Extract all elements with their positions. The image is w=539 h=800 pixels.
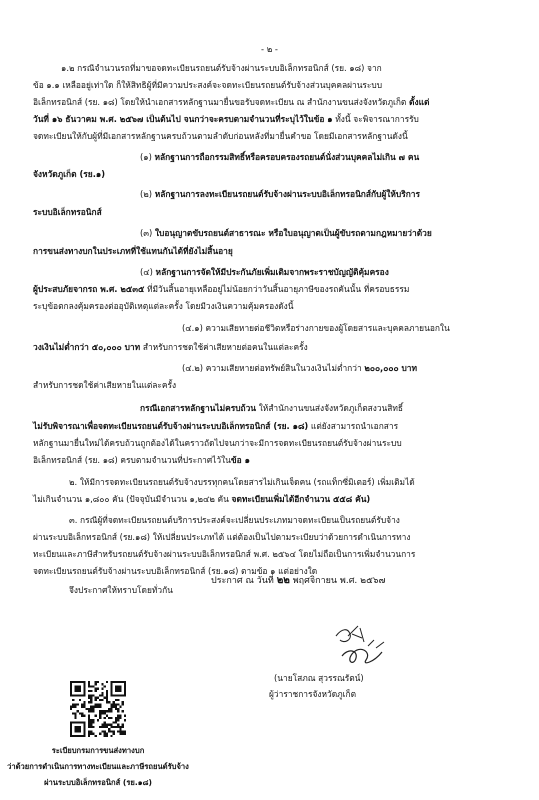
bold-text: วงเงินไม่ต่ำกว่า ๕๐,๐๐๐ บาท <box>33 342 141 352</box>
body-line: (๔.๑) ความเสียหายต่อชีวิตหรือร่างกายของผู้โดยสารและบุคคลภายนอกใน <box>182 323 450 333</box>
body-line <box>33 166 105 183</box>
body-line: ระบุข้อตกลงคุ้มครองต่ออุบัติเหตุแต่ละครั้ง โดยมีวงเงินความคุ้มครองดังนี้ <box>33 301 294 311</box>
body-line <box>33 339 308 356</box>
body-line <box>33 281 409 298</box>
signatory-name: (นายโสภณ สุวรรณรัตน์) <box>274 673 364 683</box>
bold-text: การขนส่งทางบกในประเภทที่ใช้แทนกันได้ที่ยังไม่สิ้นอายุ <box>33 246 233 256</box>
bold-text: ข้อ ๑ <box>230 455 250 465</box>
body-line: ข้อ ๑.๑ เหลืออยู่เท่าใด ก็ให้สิทธิผู้ที่มีความประสงค์จะจดทะเบียนรถยนต์รับจ้างส่วนบุคคลผ่านระบบ <box>33 80 383 90</box>
bold-text: กรณีเอกสารหลักฐานไม่ครบถ้วน <box>140 403 257 413</box>
body-line <box>140 400 403 417</box>
body-line: จึงประกาศให้ทราบโดยทั่วกัน <box>69 585 173 595</box>
bold-text: ไม่รับพิจารณาเพื่อจดทะเบียนรถยนต์รับจ้างผ่านระบบอิเล็กทรอนิกส์ (รย. ๑๘) <box>33 421 309 431</box>
body-line <box>33 491 370 508</box>
text-run: ให้สำนักงานขนส่งจังหวัดภูเก็ตสงวนสิทธิ์ <box>256 403 404 413</box>
bold-text: หลักฐานการลงทะเบียนรถยนต์รับจ้างผ่านระบบอิเล็กทรอนิกส์กับผู้ให้บริการ <box>154 189 420 199</box>
body-line <box>140 186 420 203</box>
qr-code[interactable] <box>70 681 126 737</box>
body-line: ๒. ให้มีการจดทะเบียนรถยนต์รับจ้างบรรทุกคนโดยสารไม่เกินเจ็ดคน (รถแท็กซี่มิเตอร์) เพิ่มเติมได้ <box>69 477 415 487</box>
signatory-position: ผู้ว่าราชการจังหวัดภูเก็ต <box>269 689 357 699</box>
body-line <box>33 111 419 128</box>
body-line <box>33 452 250 469</box>
bold-text: วันที่ ๑๖ ธันวาคม พ.ศ. ๒๕๖๗ เป็นต้นไป จนกว่าจะครบตามจำนวนที่ระบุไว้ในข้อ ๑ <box>33 114 333 124</box>
body-line: ๑.๒ กรณีจำนวนรถที่มาขอจดทะเบียนรถยนต์รับจ้างผ่านระบบอิเล็กทรอนิกส์ (รย. ๑๘) จาก <box>61 63 382 73</box>
text-run: ที่มีวันสิ้นอายุเหลืออยู่ไม่น้อยกว่าวันสิ้นอายุภาษีของรถคันนั้น ที่ครอบธรรม <box>144 284 410 294</box>
body-line <box>140 264 389 281</box>
text-run: (๓) <box>140 228 155 238</box>
bold-text: ผู้ประสบภัยจากรถ พ.ศ. ๒๕๓๕ <box>33 284 145 294</box>
body-line: จดทะเบียนรถยนต์รับจ้างผ่านระบบอิเล็กทรอนิกส์ (รย.๑๘) ตามข้อ ๑ แต่อย่างใด <box>33 566 318 576</box>
body-line <box>33 94 429 111</box>
announce-date <box>211 573 385 590</box>
bold-text: ๒๐๐,๐๐๐ บาท <box>364 363 418 373</box>
announce-date-prefix: ประกาศ ณ วันที่ <box>211 576 274 586</box>
body-line <box>33 204 102 221</box>
body-line <box>140 149 419 166</box>
body-line: ผ่านระบบอิเล็กทรอนิกส์ (รย.๑๘) ให้เปลี่ยนประเภทได้ แต่ต้องเป็นไปตามระเบียบว่าด้วยการดำเนินการทาง <box>33 532 411 542</box>
qr-caption-line-3: ผ่านระบบอิเล็กทรอนิกส์ (รย.๑๘) <box>44 778 152 787</box>
body-line: จดทะเบียนให้กับผู้ที่มีเอกสารหลักฐานครบถ้วนตามลำดับก่อนหลังที่มายื่นคำขอ โดยมีเอกสารหลักฐานดังนี้ <box>33 131 408 141</box>
body-line: ทะเบียนและภาษีสำหรับรถยนต์รับจ้างผ่านระบบอิเล็กทรอนิกส์ พ.ศ. ๒๕๖๔ โดยไม่ถือเป็นการเพิ่มจำนวนการ <box>33 549 416 559</box>
bold-text: จังหวัดภูเก็ต (รย.๑) <box>33 169 106 179</box>
text-run: (๔.๒) ความเสียหายต่อทรัพย์สินในวงเงินไม่ต่ำกว่า <box>182 363 365 373</box>
text-run: แต่ยังสามารถนำเอกสาร <box>308 421 399 431</box>
bold-text: จดทะเบียนเพิ่มได้อีกจำนวน ๕๕๘ คัน) <box>231 494 371 504</box>
bold-text: ระบบอิเล็กทรอนิกส์ <box>33 207 102 217</box>
text-run: อิเล็กทรอนิกส์ (รย. ๑๘) โดยให้นำเอกสารหลักฐานมายื่นขอรับจดทะเบียน ณ สำนักงานขนส่งจังหวัดภูเก็ต <box>33 97 410 107</box>
announce-date-day: ๒๒ <box>276 575 290 586</box>
page-number: - ๒ - <box>261 44 278 54</box>
signature <box>328 622 394 676</box>
bold-text: ใบอนุญาตขับรถยนต์สาธารณะ หรือใบอนุญาตเป็นผู้ขับรถตามกฎหมายว่าด้วย <box>154 228 432 238</box>
text-run: (๑) <box>140 152 155 162</box>
body-line <box>33 243 233 260</box>
qr-caption-line-2: ว่าด้วยการดำเนินการทางทะเบียนและภาษีรถยนต์รับจ้าง <box>7 762 189 771</box>
text-run: (๔) <box>140 267 156 277</box>
body-line: สำหรับการชดใช้ค่าเสียหายในแต่ละครั้ง <box>33 380 177 390</box>
body-line: ๓. กรณีผู้ที่จดทะเบียนรถยนต์บริการประสงค์จะเปลี่ยนประเภทมาจดทะเบียนเป็นรถยนต์รับจ้าง <box>69 515 400 525</box>
body-line <box>182 360 417 377</box>
qr-caption-line-1: ระเบียบกรมการขนส่งทางบก <box>51 746 145 755</box>
text-run: ไม่เกินจำนวน ๑,๘๐๐ คัน (ปัจจุบันมีจำนวน ๑,๒๔๒ คัน <box>33 494 232 504</box>
text-run: ทั้งนี้ จะพิจารณาการรับ <box>332 114 419 124</box>
body-line <box>140 225 432 242</box>
text-run: สำหรับการชดใช้ค่าเสียหายต่อคนในแต่ละครั้ง <box>140 342 308 352</box>
text-run: (๒) <box>140 189 155 199</box>
announce-date-rest: พฤศจิกายน พ.ศ. ๒๕๖๗ <box>292 576 386 586</box>
bold-text: หลักฐานการถือกรรมสิทธิ์หรือครอบครองรถยนต์นั่งส่วนบุคคลไม่เกิน ๗ คน <box>154 152 420 162</box>
text-run: อิเล็กทรอนิกส์ (รย. ๑๘) ครบตามจำนวนที่ประกาศไว้ใน <box>33 455 231 465</box>
body-line <box>33 418 398 435</box>
bold-text: หลักฐานการจัดให้มีประกันภัยเพิ่มเติมจากพระราชบัญญัติคุ้มครอง <box>155 267 389 277</box>
bold-text: ตั้งแต่ <box>409 97 430 107</box>
body-line: หลักฐานมายื่นใหม่ได้ครบถ้วนถูกต้องได้ในคราวถัดไปจนกว่าจะมีการจดทะเบียนรถยนต์รับจ้างผ่านระบบ <box>33 438 402 448</box>
